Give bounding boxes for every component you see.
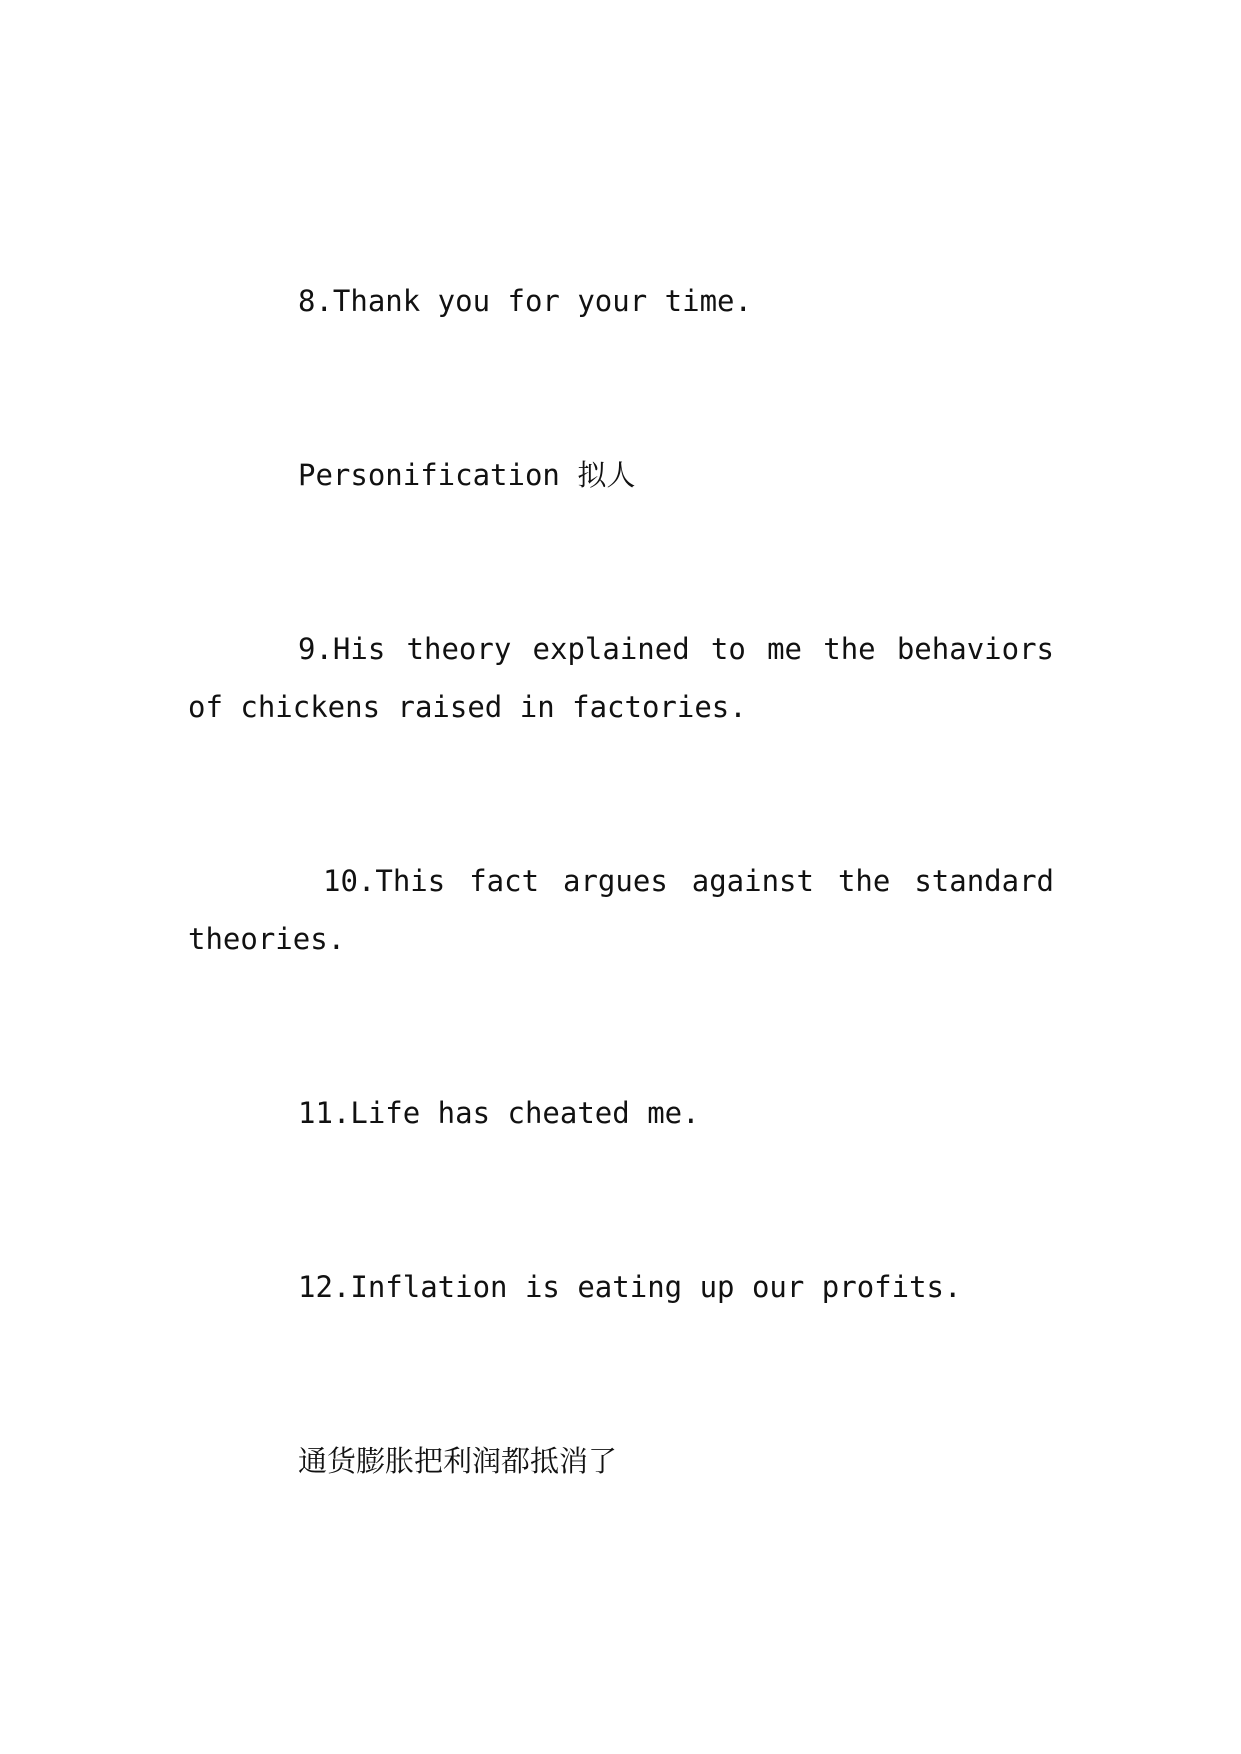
paragraph-translation-12: 通货膨胀把利润都抵消了 — [298, 1444, 618, 1478]
paragraph-sentence-10: 10.This fact argues against the standard theories. — [188, 864, 1054, 956]
paragraph-sentence-8: 8.Thank you for your time. — [298, 284, 752, 318]
paragraph-sentence-11: 11.Life has cheated me. — [298, 1096, 700, 1130]
paragraph-sentence-9: 9.His theory explained to me the behaviors of chickens raised in factories. — [188, 632, 1054, 724]
paragraph-sentence-12: 12.Inflation is eating up our profits. — [298, 1270, 962, 1304]
paragraph-personification-heading: Personification 拟人 — [298, 458, 636, 492]
document-body — [188, 272, 1054, 1490]
